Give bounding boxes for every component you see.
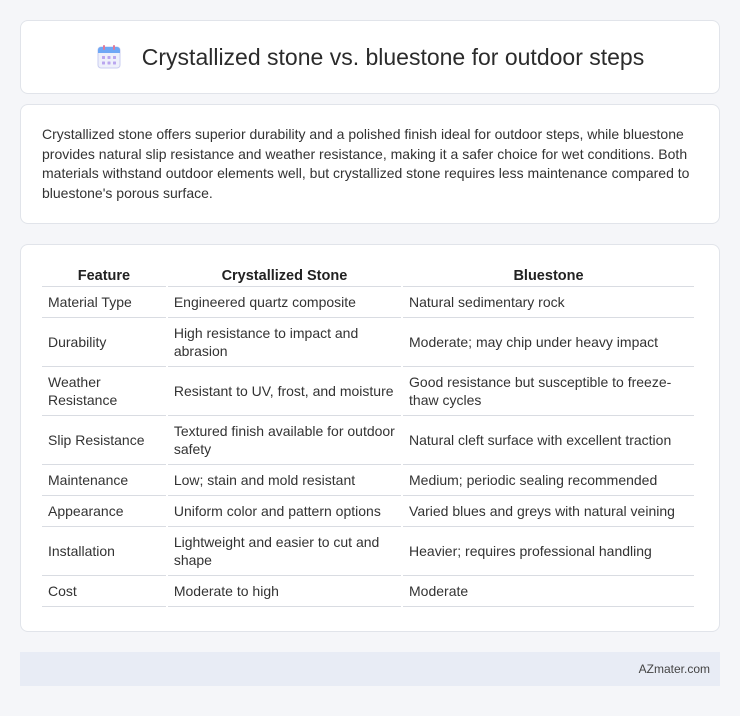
crystallized-cell: Low; stain and mold resistant xyxy=(168,465,401,496)
feature-cell: Appearance xyxy=(42,496,166,527)
feature-cell: Maintenance xyxy=(42,465,166,496)
title-card xyxy=(20,20,720,94)
header-crystallized-stone: Crystallized Stone xyxy=(168,265,401,287)
summary-text: Crystallized stone offers superior durability and a polished finish ideal for outdoor steps, while bluestone provides natural slip resistance and weather resistance, making it a safer choice for wet conditions. Both materials withstand outdoor elements well, but crystallized stone requires less maintenance compared to bluestone's porous surface. xyxy=(42,126,690,201)
bluestone-cell: Medium; periodic sealing recommended xyxy=(403,465,694,496)
table-row xyxy=(42,576,694,607)
bluestone-cell: Natural cleft surface with excellent traction xyxy=(403,416,694,465)
comparison-card xyxy=(20,244,720,632)
table-row xyxy=(42,465,694,496)
table-row xyxy=(42,527,694,576)
table-row xyxy=(42,318,694,367)
feature-cell: Cost xyxy=(42,576,166,607)
crystallized-cell: Uniform color and pattern options xyxy=(168,496,401,527)
feature-cell: Slip Resistance xyxy=(42,416,166,465)
calendar-icon xyxy=(96,44,122,70)
crystallized-cell: Moderate to high xyxy=(168,576,401,607)
table-header-row xyxy=(42,265,694,287)
table-row xyxy=(42,416,694,465)
feature-cell: Weather Resistance xyxy=(42,367,166,416)
table-row xyxy=(42,496,694,527)
bluestone-cell: Good resistance but susceptible to freeze-thaw cycles xyxy=(403,367,694,416)
crystallized-cell: Resistant to UV, frost, and moisture xyxy=(168,367,401,416)
header-bluestone: Bluestone xyxy=(403,265,694,287)
page-title: Crystallized stone vs. bluestone for outdoor steps xyxy=(141,43,645,70)
summary-card xyxy=(20,104,720,224)
crystallized-cell: Engineered quartz composite xyxy=(168,287,401,318)
footer-brand[interactable]: AZmater.com xyxy=(638,662,710,676)
crystallized-cell: Textured finish available for outdoor safety xyxy=(168,416,401,465)
bluestone-cell: Varied blues and greys with natural veining xyxy=(403,496,694,527)
bluestone-cell: Moderate xyxy=(403,576,694,607)
header-feature: Feature xyxy=(42,265,166,287)
comparison-table xyxy=(40,265,696,607)
feature-cell: Material Type xyxy=(42,287,166,318)
crystallized-cell: Lightweight and easier to cut and shape xyxy=(168,527,401,576)
feature-cell: Installation xyxy=(42,527,166,576)
crystallized-cell: High resistance to impact and abrasion xyxy=(168,318,401,367)
bluestone-cell: Natural sedimentary rock xyxy=(403,287,694,318)
feature-cell: Durability xyxy=(42,318,166,367)
table-row xyxy=(42,367,694,416)
footer xyxy=(20,652,720,686)
table-row xyxy=(42,287,694,318)
bluestone-cell: Heavier; requires professional handling xyxy=(403,527,694,576)
bluestone-cell: Moderate; may chip under heavy impact xyxy=(403,318,694,367)
